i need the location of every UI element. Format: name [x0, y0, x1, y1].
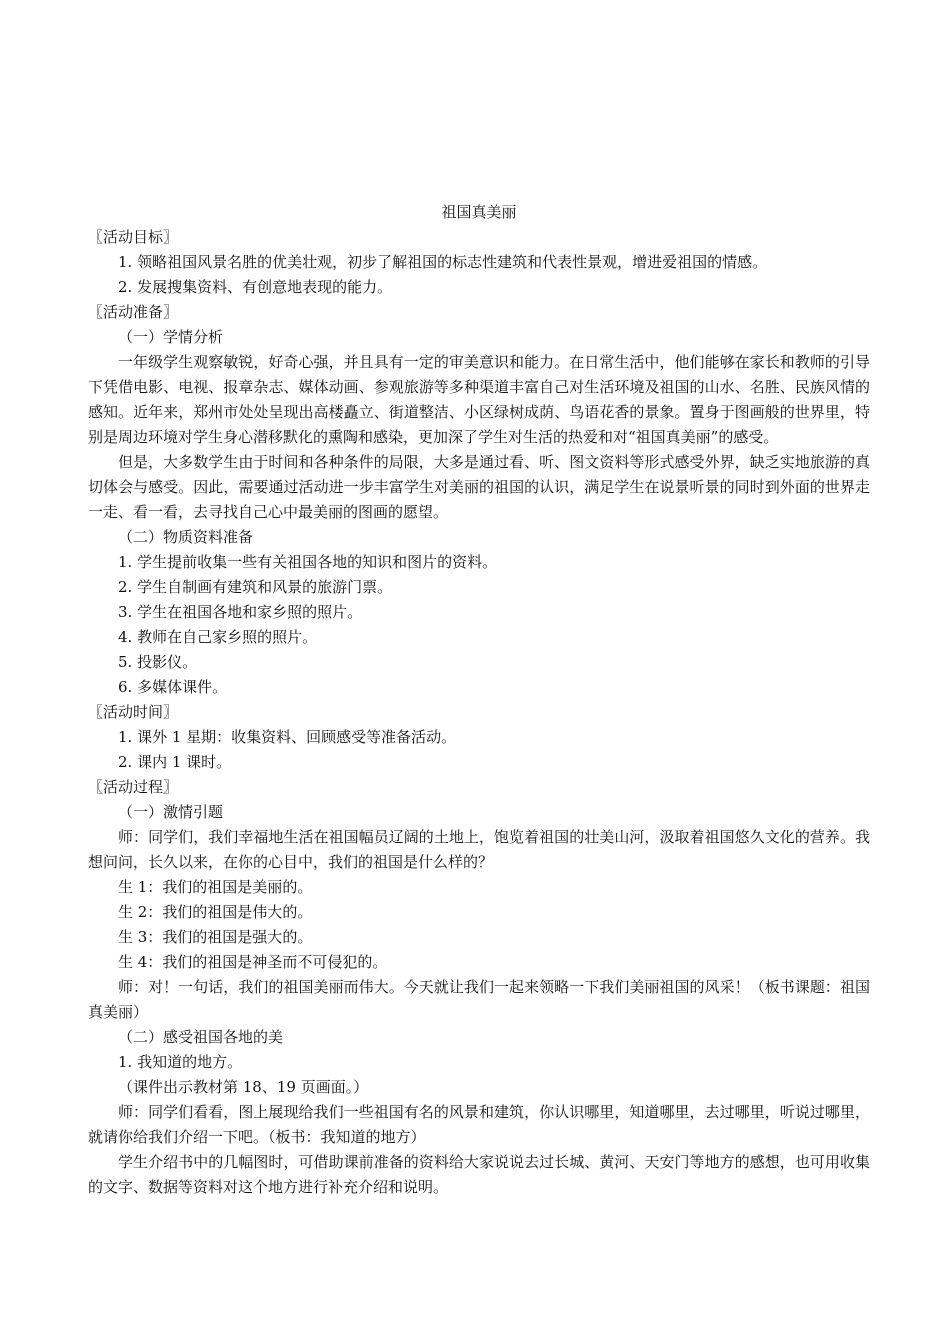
section-heading: 〖活动准备〗 — [88, 303, 179, 321]
list-item: 2. 课内 1 课时。 — [118, 753, 232, 771]
section-heading: 〖活动过程〗 — [88, 778, 179, 796]
list-item: 1. 领略祖国风景名胜的优美壮观，初步了解祖国的标志性建筑和代表性景观，增进爱祖国的情感。 — [118, 253, 768, 271]
list-item: 1. 学生提前收集一些有关祖国各地的知识和图片的资料。 — [118, 553, 498, 571]
paragraph: 师：同学们看看，图上展现给我们一些祖国有名的风景和建筑，你认识哪里，知道哪里，去过哪里，听说过哪里，就请你给我们介绍一下吧。（板书：我知道的地方） — [88, 1103, 870, 1146]
list-item: 2. 学生自制画有建筑和风景的旅游门票。 — [118, 578, 393, 596]
document-page — [88, 200, 870, 1200]
list-item: （一）学情分析 — [118, 328, 224, 346]
list-item: （课件出示教材第 18、19 页画面。） — [118, 1078, 369, 1096]
paragraph: 但是，大多数学生由于时间和各种条件的局限，大多是通过看、听、图文资料等形式感受外界，缺乏实地旅游的真切体会与感受。因此，需要通过活动进一步丰富学生对美丽的祖国的认识，满足学生在说景听景的同时到外面的世界走一走、看一看，去寻找自己心中最美丽的图画的愿望。 — [88, 453, 870, 521]
document-title: 祖国真美丽 — [441, 203, 517, 221]
list-item: 1. 课外 1 星期：收集资料、回顾感受等准备活动。 — [118, 728, 457, 746]
list-item: 生 4：我们的祖国是神圣而不可侵犯的。 — [118, 953, 388, 971]
document-body — [88, 225, 870, 1200]
list-item: （二）感受祖国各地的美 — [118, 1028, 284, 1046]
list-item: 3. 学生在祖国各地和家乡照的照片。 — [118, 603, 363, 621]
list-item: 生 2：我们的祖国是伟大的。 — [118, 903, 313, 921]
list-item: 生 1：我们的祖国是美丽的。 — [118, 878, 313, 896]
list-item: （二）物质资料准备 — [118, 528, 254, 546]
list-item: 1. 我知道的地方。 — [118, 1053, 243, 1071]
list-item: 4. 教师在自己家乡照的照片。 — [118, 628, 318, 646]
paragraph: 师：对！一句话，我们的祖国美丽而伟大。今天就让我们一起来领略一下我们美丽祖国的风采！（板书课题：祖国真美丽） — [88, 978, 870, 1021]
list-item: 2. 发展搜集资料、有创意地表现的能力。 — [118, 278, 393, 296]
paragraph: 师：同学们，我们幸福地生活在祖国幅员辽阔的土地上，饱览着祖国的壮美山河，汲取着祖国悠久文化的营养。我想问问，长久以来，在你的心目中，我们的祖国是什么样的？ — [88, 828, 870, 871]
list-item: 6. 多媒体课件。 — [118, 678, 228, 696]
list-item: （一）激情引题 — [118, 803, 224, 821]
list-item: 5. 投影仪。 — [118, 653, 198, 671]
paragraph: 学生介绍书中的几幅图时，可借助课前准备的资料给大家说说去过长城、黄河、天安门等地方的感想，也可用收集的文字、数据等资料对这个地方进行补充介绍和说明。 — [88, 1153, 870, 1196]
paragraph: 一年级学生观察敏锐，好奇心强，并且具有一定的审美意识和能力。在日常生活中，他们能够在家长和教师的引导下凭借电影、电视、报章杂志、媒体动画、参观旅游等多种渠道丰富自己对生活环境及祖国的山水、名胜、民族风情的感知。近年来，郑州市处处呈现出高楼矗立、街道整洁、小区绿树成荫、鸟语花香的景象。置身于图画般的世界里，特别是周边环境对学生身心潜移默化的熏陶和感染，更加深了学生对生活的热爱和对“祖国真美丽”的感受。 — [88, 353, 870, 446]
section-heading: 〖活动时间〗 — [88, 703, 179, 721]
list-item: 生 3：我们的祖国是强大的。 — [118, 928, 313, 946]
section-heading: 〖活动目标〗 — [88, 228, 179, 246]
